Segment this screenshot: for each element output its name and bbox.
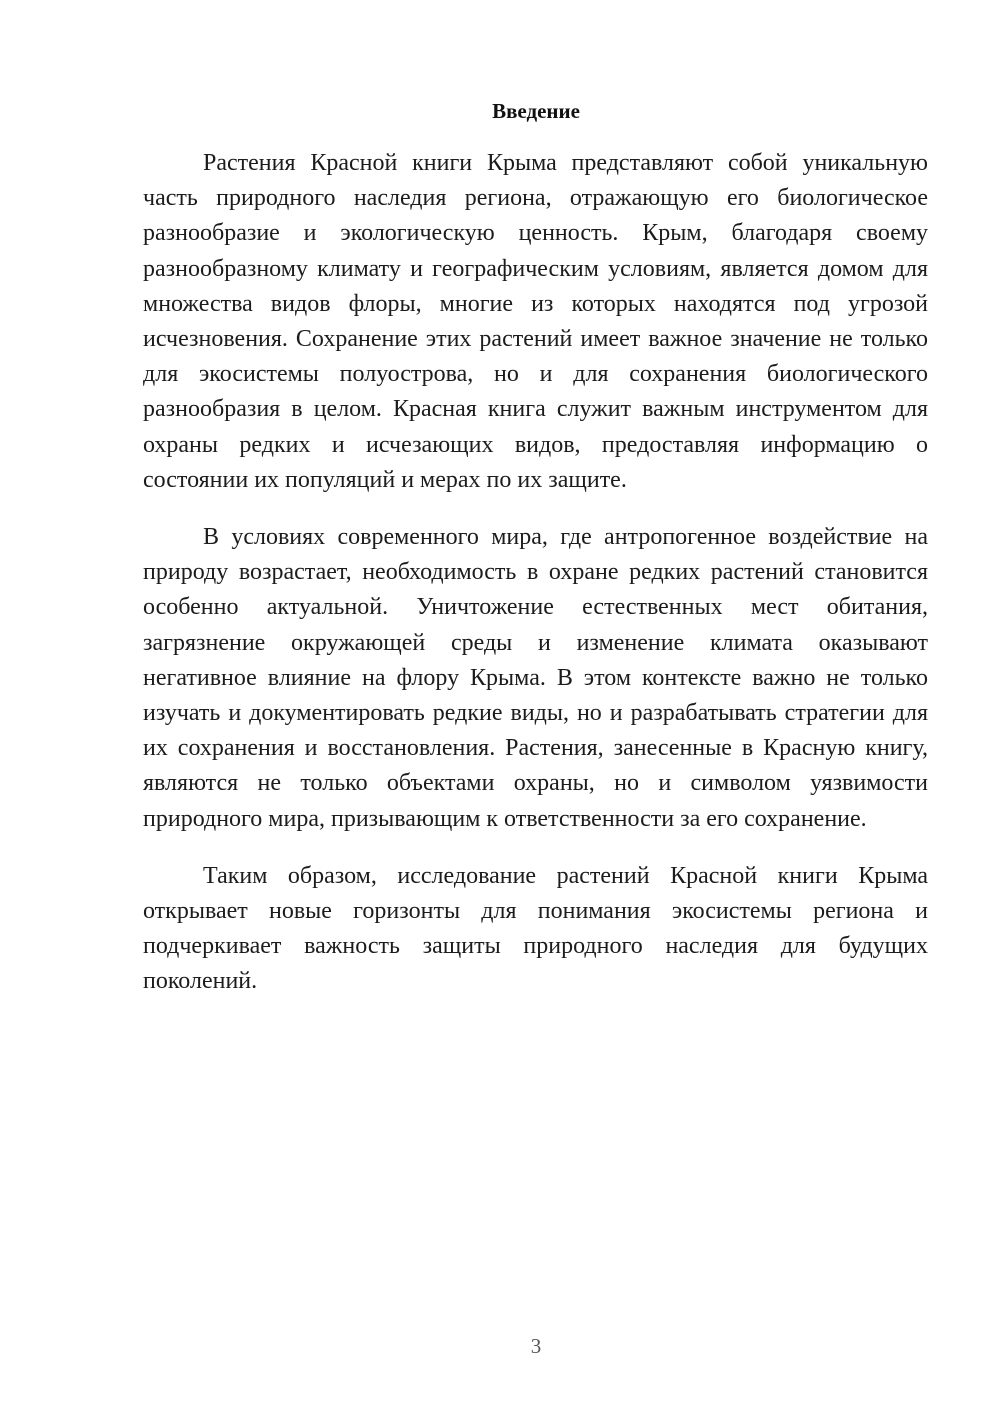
paragraph-1: Растения Красной книги Крыма представляют собой уникальную часть природного наследия региона, отражающую его биологическое разнообразие и экологическую ценность. Крым, благодаря своему разнообразному климату и географическим условиям, является домом для множества видов флоры, многие из которых находятся под угрозой исчезновения. Сохранение этих растений имеет важное значение не только для экосистемы полуострова, но и для сохранения биологического разнообразия в целом. Красная книга служит важным инструментом для охраны редких и исчезающих видов, предоставляя информацию о состоянии их популяций и мерах по их защите. (143, 150, 928, 493)
section-heading: Введение (492, 99, 580, 123)
page-number: 3 (530, 1334, 542, 1358)
paragraph-3: Таким образом, исследование растений Красной книги Крыма открывает новые горизонты для понимания экосистемы региона и подчеркивает важность защиты природного наследия для будущих поколений. (143, 862, 928, 995)
body-text (143, 146, 928, 1000)
paragraph-2: В условиях современного мира, где антропогенное воздействие на природу возрастает, необходимость в охране редких растений становится особенно актуальной. Уничтожение естественных мест обитания, загрязнение окружающей среды и изменение климата оказывают негативное влияние на флору Крыма. В этом контексте важно не только изучать и документировать редкие виды, но и разрабатывать стратегии для их сохранения и восстановления. Растения, занесенные в Красную книгу, являются не только объектами охраны, но и символом уязвимости природного мира, призывающим к ответственности за его сохранение. (143, 524, 928, 832)
